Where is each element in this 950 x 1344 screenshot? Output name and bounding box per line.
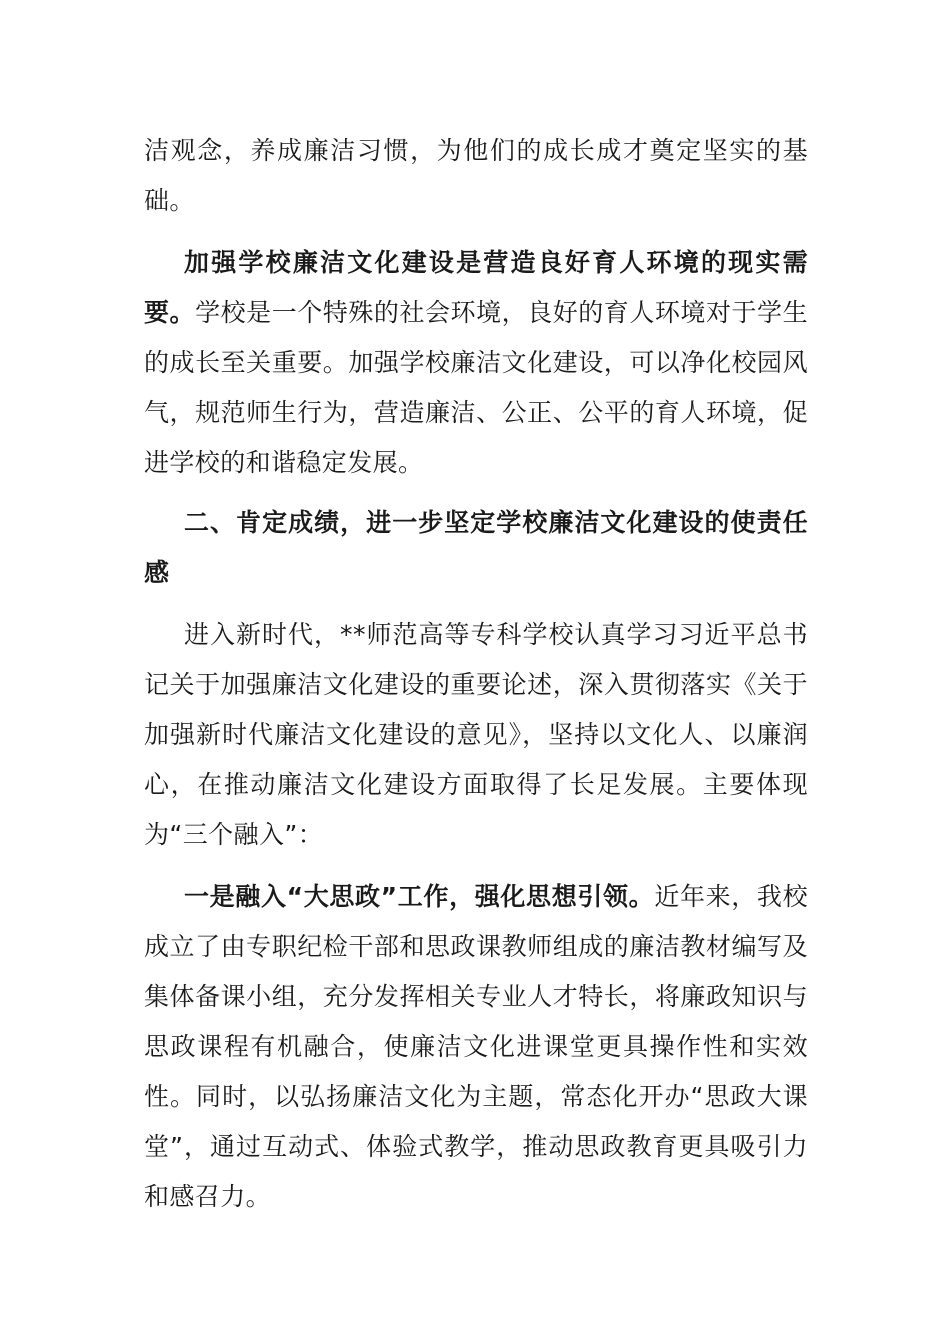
paragraph-text: 进入新时代，**师范高等专科学校认真学习习近平总书记关于加强廉洁文化建设的重要论述，深入贯彻落实《关于加强新时代廉洁文化建设的意见》，坚持以文化人、以廉润心，在推动廉洁文化建设方面取得了长足发展。主要体现为“三个融入”：	[144, 620, 808, 849]
paragraph-continuation	[144, 126, 808, 226]
paragraph-text: 学校是一个特殊的社会环境，良好的育人环境对于学生的成长至关重要。加强学校廉洁文化建设，可以净化校园风气，规范师生行为，营造廉洁、公正、公平的育人环境，促进学校的和谐稳定发展。	[144, 298, 808, 477]
paragraph-lead-bold: 加强学校廉洁文化建设是营造良好育人环境的现实需要。	[144, 248, 808, 327]
document-page	[144, 126, 808, 1222]
paragraph-achievements	[144, 610, 808, 860]
paragraph-first-integration	[144, 872, 808, 1222]
paragraph-lead-bold: 一是融入“大思政”工作，强化思想引领。	[184, 882, 655, 911]
paragraph-learning-environment	[144, 238, 808, 488]
section-heading: 二、肯定成绩，进一步坚定学校廉洁文化建设的使责任感	[144, 508, 808, 587]
paragraph-text: 近年来，我校成立了由专职纪检干部和思政课教师组成的廉洁教材编写及集体备课小组，充分发挥相关专业人才特长，将廉政知识与思政课程有机融合，使廉洁文化进课堂更具操作性和实效性。同时，以弘扬廉洁文化为主题，常态化开办“思政大课堂”，通过互动式、体验式教学，推动思政教育更具吸引力和感召力。	[144, 882, 808, 1211]
paragraph-text: 洁观念，养成廉洁习惯，为他们的成长成才奠定坚实的基础。	[144, 136, 808, 215]
